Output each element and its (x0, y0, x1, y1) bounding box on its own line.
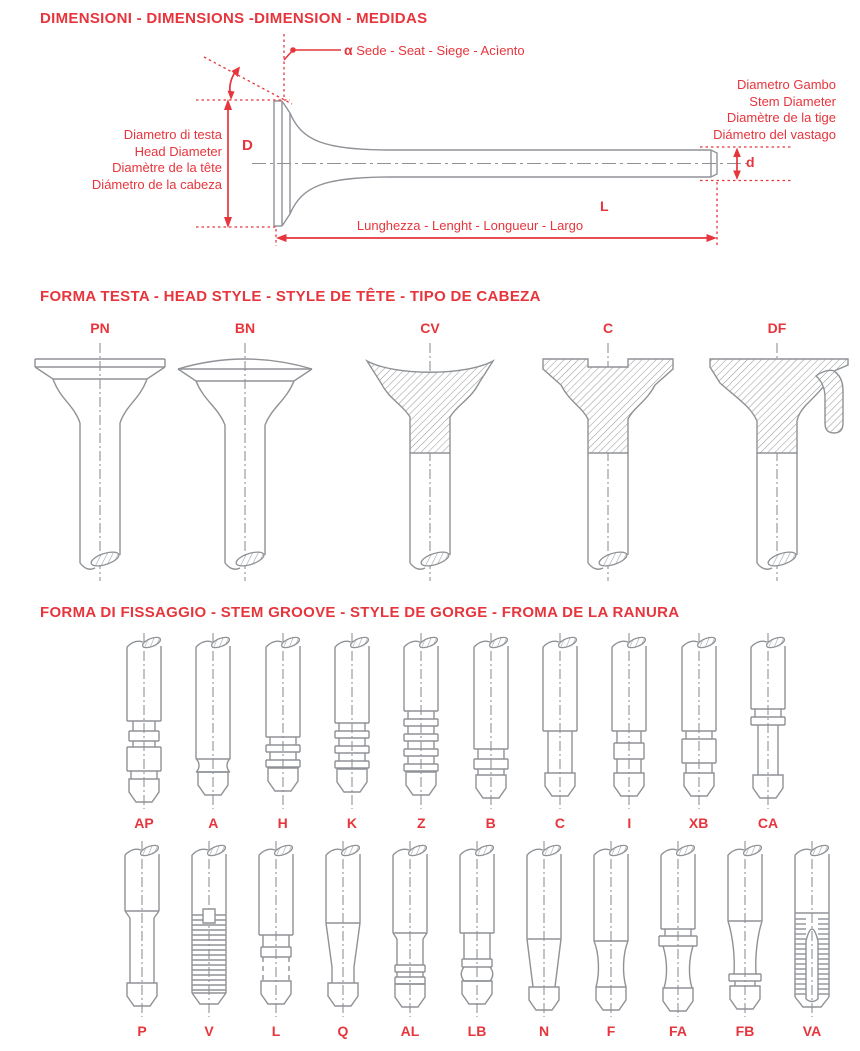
head-style-item-PN (25, 320, 175, 586)
stem-groove-item-N (512, 841, 576, 1039)
head-diameter-line: Diamètre de la tête (112, 160, 222, 175)
head-style-item-DF (702, 320, 852, 586)
stem-groove-label: L (271, 1023, 281, 1039)
stem-groove-drawing-L (244, 841, 308, 1019)
stem-groove-drawing-AL (378, 841, 442, 1019)
stem-groove-label: Q (337, 1023, 349, 1039)
stem-groove-drawing-C (528, 633, 592, 811)
stem-groove-label: Z (417, 815, 426, 831)
stem-groove-drawing-Q (311, 841, 375, 1019)
stem-groove-item-Z (389, 633, 453, 831)
stem-groove-item-FB (713, 841, 777, 1039)
head-diameter-line: Head Diameter (134, 143, 222, 159)
stem-groove-label: LB (467, 1023, 487, 1039)
stem-groove-item-VA (780, 841, 844, 1039)
head-style-drawing-PN (25, 341, 175, 586)
stem-groove-label: K (346, 815, 358, 831)
stem-groove-drawing-V (177, 841, 241, 1019)
stem-grooves-row-1 (112, 633, 800, 831)
head-styles-section-title: FORMA TESTA - HEAD STYLE - STYLE DE TÊTE - TIPO DE CABEZA (40, 288, 541, 305)
stem-groove-drawing-H (251, 633, 315, 811)
stem-groove-item-XB (667, 633, 731, 831)
head-style-item-BN (170, 320, 320, 586)
stem-groove-label: CA (757, 815, 779, 831)
stem-groove-item-I (597, 633, 661, 831)
stem-groove-item-C (528, 633, 592, 831)
stem-groove-drawing-A (181, 633, 245, 811)
stem-groove-label: V (204, 1023, 214, 1039)
stem-groove-item-LB (445, 841, 509, 1039)
stem-groove-drawing-VA (780, 841, 844, 1019)
head-style-drawing-CV (355, 341, 505, 586)
stem-groove-item-L (244, 841, 308, 1039)
stem-groove-item-FA (646, 841, 710, 1039)
head-diameter-line: Diámetro de la cabeza (91, 176, 222, 192)
head-style-label: BN (234, 320, 256, 336)
head-style-drawing-C (533, 341, 683, 586)
stem-groove-item-F (579, 841, 643, 1039)
stem-groove-drawing-B (459, 633, 523, 811)
stem-groove-item-AL (378, 841, 442, 1039)
stem-diameter-line: Stem Diameter (749, 93, 836, 109)
head-style-item-C (533, 320, 683, 586)
stem-groove-label: I (627, 815, 632, 831)
stem-groove-item-V (177, 841, 241, 1039)
head-style-label: C (602, 320, 614, 336)
length-label: Lunghezza - Lenght - Longueur - Largo (356, 218, 584, 233)
dimension-symbol-D: D (242, 137, 253, 154)
stem-groove-item-AP (112, 633, 176, 831)
stem-groove-drawing-LB (445, 841, 509, 1019)
stem-groove-label: FA (669, 1023, 687, 1039)
stem-groove-drawing-CA (736, 633, 800, 811)
alpha-symbol: α (344, 42, 353, 58)
stem-groove-label: C (554, 815, 566, 831)
seat-angle-label (344, 42, 525, 60)
stem-groove-drawing-F (579, 841, 643, 1019)
stem-groove-drawing-FA (646, 841, 710, 1019)
stem-groove-label: XB (688, 815, 709, 831)
stem-groove-item-A (181, 633, 245, 831)
head-style-item-CV (355, 320, 505, 586)
dimensions-section-title: DIMENSIONI - DIMENSIONS -DIMENSION - MEDIDAS (40, 10, 428, 27)
head-diameter-line: Diametro di testa (123, 127, 222, 142)
stem-groove-item-H (251, 633, 315, 831)
stem-groove-drawing-K (320, 633, 384, 811)
head-style-drawing-DF (702, 341, 852, 586)
stem-diameter-label (640, 77, 836, 143)
stem-groove-label: F (606, 1023, 616, 1039)
head-diameter-label (40, 127, 222, 193)
stem-groove-item-CA (736, 633, 800, 831)
stem-groove-drawing-Z (389, 633, 453, 811)
stem-grooves-section-title: FORMA DI FISSAGGIO - STEM GROOVE - STYLE DE GORGE - FROMA DE LA RANURA (40, 604, 680, 621)
stem-diameter-line: Diamètre de la tige (726, 110, 836, 125)
dimension-symbol-L: L (600, 198, 609, 214)
stem-groove-drawing-I (597, 633, 661, 811)
stem-groove-drawing-XB (667, 633, 731, 811)
stem-diameter-line: Diámetro del vastago (713, 126, 836, 142)
stem-groove-label: P (137, 1023, 147, 1039)
dimension-symbol-d: d (746, 154, 755, 170)
stem-groove-label: B (485, 815, 496, 831)
stem-groove-item-B (459, 633, 523, 831)
stem-groove-drawing-AP (112, 633, 176, 811)
seat-angle-text: Sede - Seat - Siege - Acìento (356, 43, 525, 58)
stem-groove-drawing-P (110, 841, 174, 1019)
stem-groove-item-K (320, 633, 384, 831)
head-style-label: CV (420, 320, 440, 336)
stem-grooves-row-2 (110, 841, 844, 1039)
head-style-drawing-BN (170, 341, 320, 586)
stem-groove-drawing-N (512, 841, 576, 1019)
stem-groove-label: AP (134, 815, 154, 831)
stem-groove-label: AL (400, 1023, 420, 1039)
stem-groove-label: A (208, 815, 219, 831)
stem-groove-label: FB (735, 1023, 755, 1039)
stem-diameter-line: Diametro Gambo (737, 77, 836, 92)
stem-groove-item-P (110, 841, 174, 1039)
stem-groove-label: N (538, 1023, 550, 1039)
head-style-label: PN (90, 320, 110, 336)
stem-groove-label: H (277, 815, 288, 831)
head-style-label: DF (767, 320, 787, 336)
stem-groove-item-Q (311, 841, 375, 1039)
stem-groove-drawing-FB (713, 841, 777, 1019)
stem-groove-label: VA (802, 1023, 822, 1039)
